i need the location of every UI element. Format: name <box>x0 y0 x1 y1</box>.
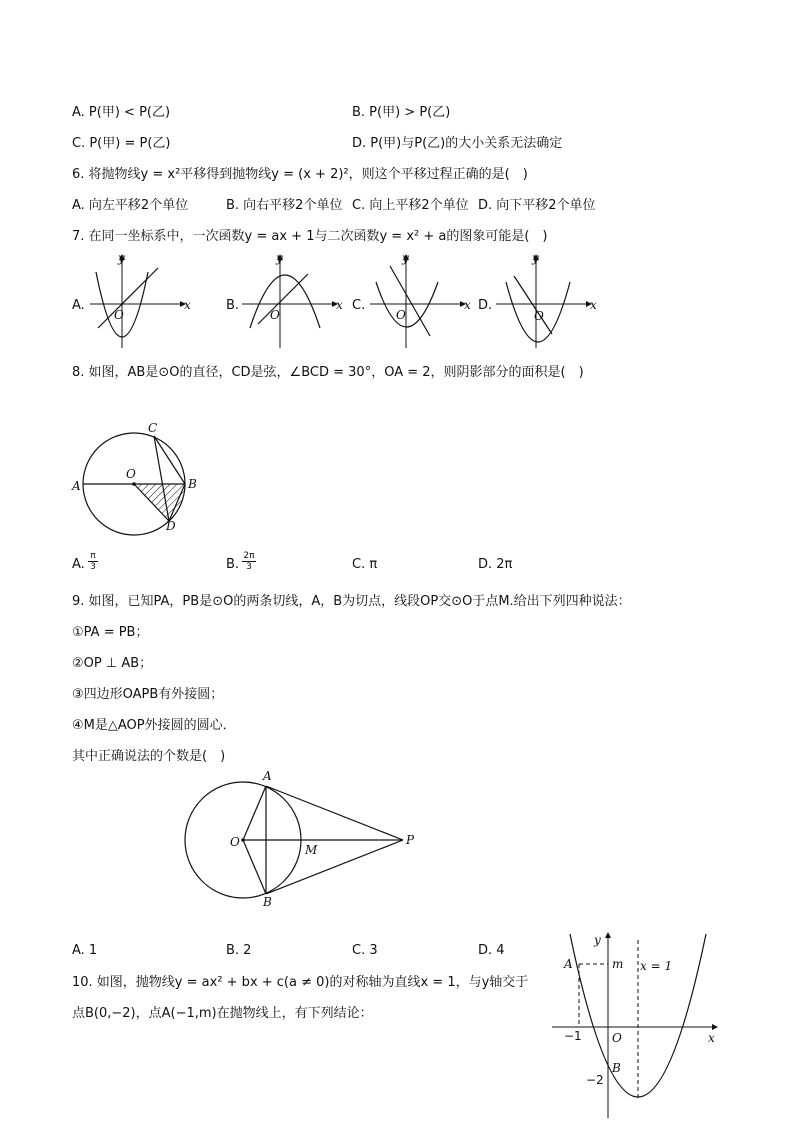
q8-point-c: C <box>148 421 158 435</box>
q5-option-d: D. P(甲)与P(乙)的大小关系无法确定 <box>352 136 563 151</box>
q6-option-b: B. 向右平移2个单位 <box>226 198 343 213</box>
q10-stem-line2: 点B(0,−2)，点A(−1,m)在抛物线上，有下列结论： <box>72 1006 373 1021</box>
q7c-origin: O <box>396 308 406 322</box>
q8-option-b-prefix: B. <box>226 557 240 572</box>
q9-point-o: O <box>230 835 240 849</box>
q10-x-label: x <box>708 1031 715 1045</box>
q8-point-b: B <box>188 477 197 491</box>
q8-point-d: D <box>166 519 176 533</box>
q7-graph-d <box>494 252 604 352</box>
q9-statement-1: ①PA = PB； <box>72 625 149 640</box>
q7b-x-label: x <box>336 298 343 312</box>
q5-option-b: B. P(甲) > P(乙) <box>352 105 451 120</box>
q9-point-p: P <box>406 833 415 847</box>
q7d-x-label: x <box>590 298 597 312</box>
q7d-origin: O <box>534 309 544 323</box>
q6-option-d: D. 向下平移2个单位 <box>478 198 596 213</box>
q10-tick-neg2: −2 <box>586 1073 604 1087</box>
q5-option-c: C. P(甲) = P(乙) <box>72 136 171 151</box>
q9-stem: 9. 如图，已知PA，PB是⊙O的两条切线，A，B为切点，线段OP交⊙O于点M.给出下列四种说法： <box>72 594 631 609</box>
q9-option-b: B. 2 <box>226 943 252 958</box>
q6-stem: 6. 将抛物线y = x²平移得到抛物线y = (x + 2)²，则这个平移过程正确的是( ) <box>72 167 528 182</box>
q6-option-c: C. 向上平移2个单位 <box>352 198 469 213</box>
q8-option-c: C. π <box>352 557 378 572</box>
q9-option-d: D. 4 <box>478 943 505 958</box>
q7-label-c: C. <box>352 298 366 313</box>
q10-axis-label: x = 1 <box>640 959 673 973</box>
q7-graph-b <box>240 252 350 352</box>
q5-option-a: A. P(甲) < P(乙) <box>72 105 171 120</box>
q9-point-m: M <box>305 843 318 857</box>
q8-option-d: D. 2π <box>478 557 513 572</box>
q9-figure <box>180 768 420 913</box>
q6-option-a: A. 向左平移2个单位 <box>72 198 189 213</box>
q10-stem-line1: 10. 如图，抛物线y = ax² + bx + c(a ≠ 0)的对称轴为直线x = 1，与y轴交于 <box>72 975 529 990</box>
q7-label-d: D. <box>478 298 493 313</box>
q8-option-a-den: 3 <box>90 562 96 572</box>
q10-figure <box>548 930 728 1120</box>
q9-statement-2: ②OP ⊥ AB； <box>72 656 153 671</box>
q7a-y-label: y <box>118 251 125 265</box>
q8-stem: 8. 如图，AB是⊙O的直径，CD是弦，∠BCD = 30°，OA = 2，则阴影部分的面积是( ) <box>72 365 584 380</box>
q8-option-b-den: 3 <box>246 562 252 572</box>
q7-label-a: A. <box>72 298 85 313</box>
q8-option-b-num: 2π <box>243 551 255 561</box>
q7a-x-label: x <box>184 298 191 312</box>
q10-y-label: y <box>594 933 601 947</box>
q10-label-m: m <box>612 957 624 971</box>
q9-option-a: A. 1 <box>72 943 98 958</box>
q8-point-o: O <box>126 467 136 481</box>
q7-graph-a <box>88 252 198 352</box>
q9-statement-3: ③四边形OAPB有外接圆； <box>72 687 224 702</box>
q7a-origin: O <box>114 308 124 322</box>
q9-statement-4: ④M是△AOP外接圆的圆心． <box>72 718 236 733</box>
q8-option-a-num: π <box>90 551 96 561</box>
q7-stem: 7. 在同一坐标系中，一次函数y = ax + 1与二次函数y = x² + a的图象可能是( ) <box>72 229 548 244</box>
q9-option-c: C. 3 <box>352 943 378 958</box>
q10-point-a: A <box>564 957 573 971</box>
q10-origin: O <box>612 1031 622 1045</box>
q8-point-a: A <box>72 479 81 493</box>
q7-label-b: B. <box>226 298 240 313</box>
q10-point-b: B <box>612 1061 621 1075</box>
q7c-y-label: y <box>402 251 409 265</box>
q9-point-b: B <box>263 895 272 909</box>
q8-figure <box>66 418 206 538</box>
q10-tick-neg1: −1 <box>564 1029 582 1043</box>
q7b-origin: O <box>270 308 280 322</box>
q9-question: 其中正确说法的个数是( ) <box>72 749 226 764</box>
q9-point-a: A <box>263 769 272 783</box>
q7d-y-label: y <box>532 251 539 265</box>
q7c-x-label: x <box>464 298 471 312</box>
q7-graph-c <box>368 252 478 352</box>
q7b-y-label: y <box>276 251 283 265</box>
q8-option-a-prefix: A. <box>72 557 85 572</box>
